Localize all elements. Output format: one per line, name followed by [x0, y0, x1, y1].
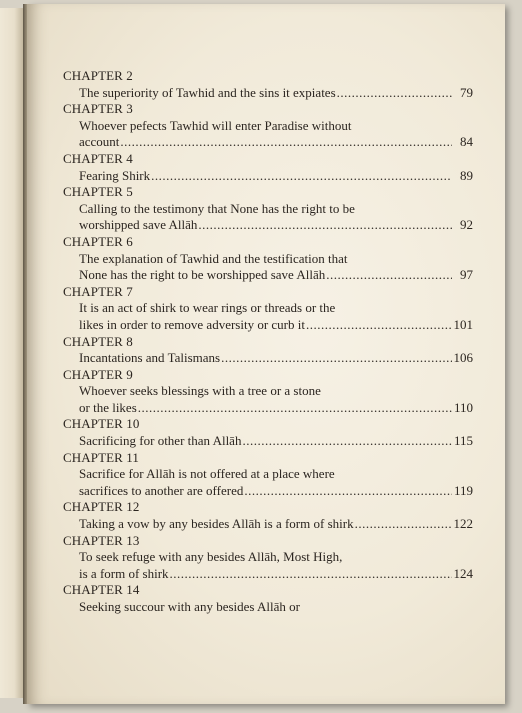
toc-item	[63, 184, 473, 234]
page-number: 89	[460, 167, 473, 183]
chapter-heading: CHAPTER 6	[63, 233, 133, 249]
chapter-entry	[63, 350, 473, 367]
toc-item	[63, 234, 473, 284]
chapter-heading: CHAPTER 5	[63, 184, 133, 200]
chapter-title-row	[79, 433, 473, 450]
chapter-title-row	[79, 350, 473, 367]
dot-leader	[326, 267, 452, 284]
chapter-title-row	[79, 168, 473, 185]
chapter-title-line: Calling to the testimony that None has the right to be	[79, 200, 355, 216]
chapter-entry	[63, 251, 473, 284]
chapter-title-row	[79, 566, 473, 583]
chapter-title-row	[79, 483, 473, 500]
dot-leader	[151, 168, 452, 185]
page-number: 110	[453, 399, 473, 415]
chapter-title: worshipped save Allāh	[79, 217, 198, 233]
page-number: 106	[453, 350, 473, 366]
toc-item	[63, 367, 473, 417]
chapter-title: sacrifices to another are offered	[79, 482, 244, 498]
chapter-entry	[63, 118, 473, 151]
dot-leader	[306, 317, 452, 334]
toc-item	[63, 68, 473, 101]
chapter-heading: CHAPTER 9	[63, 366, 133, 382]
chapter-title: account	[79, 134, 120, 150]
toc-item	[63, 416, 473, 449]
chapter-heading: CHAPTER 13	[63, 532, 140, 548]
dot-leader	[242, 433, 452, 450]
chapter-title-row	[79, 134, 473, 151]
dot-leader	[138, 400, 452, 417]
page-number: 84	[460, 134, 473, 150]
toc-item	[63, 151, 473, 184]
page-number: 92	[460, 217, 473, 233]
dot-leader	[244, 483, 452, 500]
dot-leader	[170, 566, 452, 583]
chapter-title: None has the right to be worshipped save Allāh	[79, 267, 326, 283]
dot-leader	[355, 516, 452, 533]
chapter-entry	[63, 549, 473, 582]
page-number: 124	[453, 565, 473, 581]
left-page-edge	[0, 8, 25, 698]
chapter-title-row	[79, 516, 473, 533]
page-number: 115	[453, 433, 473, 449]
dot-leader	[120, 134, 452, 151]
chapter-title-line: To seek refuge with any besides Allāh, Most High,	[79, 549, 343, 565]
chapter-title: Incantations and Talismans	[79, 350, 221, 366]
chapter-title: Taking a vow by any besides Allāh is a form of shirk	[79, 516, 354, 532]
toc-item	[63, 533, 473, 583]
dot-leader	[337, 85, 452, 102]
chapter-entry	[63, 300, 473, 333]
chapter-heading: CHAPTER 8	[63, 333, 133, 349]
page-number: 122	[453, 516, 473, 532]
chapter-title: likes in order to remove adversity or curb it	[79, 316, 305, 332]
page-number: 101	[453, 316, 473, 332]
toc-item	[63, 450, 473, 500]
chapter-title-row	[79, 85, 473, 102]
chapter-title: The superiority of Tawhid and the sins it expiates	[79, 84, 336, 100]
chapter-title-row	[79, 400, 473, 417]
contents-page	[27, 4, 505, 704]
chapter-title: Sacrificing for other than Allāh	[79, 433, 242, 449]
page-number: 119	[453, 482, 473, 498]
chapter-heading: CHAPTER 11	[63, 449, 139, 465]
chapter-title-row	[79, 217, 473, 234]
chapter-title-row	[79, 599, 473, 616]
chapter-heading: CHAPTER 7	[63, 283, 133, 299]
dot-leader	[221, 350, 452, 367]
chapter-title-row	[79, 267, 473, 284]
chapter-entry	[63, 85, 473, 102]
table-of-contents	[63, 68, 473, 616]
chapter-heading: CHAPTER 3	[63, 101, 133, 117]
toc-item	[63, 101, 473, 151]
chapter-heading: CHAPTER 14	[63, 582, 140, 598]
chapter-title: is a form of shirk	[79, 565, 169, 581]
chapter-entry	[63, 201, 473, 234]
chapter-entry	[63, 383, 473, 416]
toc-item	[63, 582, 473, 615]
chapter-heading: CHAPTER 12	[63, 499, 140, 515]
toc-item	[63, 284, 473, 334]
chapter-title-line: Whoever seeks blessings with a tree or a stone	[79, 383, 321, 399]
chapter-title-line: Sacrifice for Allāh is not offered at a place where	[79, 466, 335, 482]
chapter-heading: CHAPTER 2	[63, 68, 133, 83]
chapter-title-line: Whoever pefects Tawhid will enter Paradise without	[79, 117, 352, 133]
chapter-title-line: It is an act of shirk to wear rings or threads or the	[79, 300, 336, 316]
chapter-entry	[63, 433, 473, 450]
chapter-entry	[63, 466, 473, 499]
chapter-entry	[63, 516, 473, 533]
chapter-heading: CHAPTER 10	[63, 416, 140, 432]
page-number: 79	[460, 84, 473, 100]
chapter-title-row	[79, 317, 473, 334]
toc-item	[63, 334, 473, 367]
chapter-title-line: The explanation of Tawhid and the testification that	[79, 250, 348, 266]
chapter-title: or the likes	[79, 399, 137, 415]
chapter-heading: CHAPTER 4	[63, 150, 133, 166]
toc-item	[63, 499, 473, 532]
chapter-entry	[63, 599, 473, 616]
page-number: 97	[460, 267, 473, 283]
chapter-title: Seeking succour with any besides Allāh or	[79, 599, 300, 614]
chapter-title: Fearing Shirk	[79, 167, 151, 183]
chapter-entry	[63, 168, 473, 185]
dot-leader	[198, 217, 452, 234]
